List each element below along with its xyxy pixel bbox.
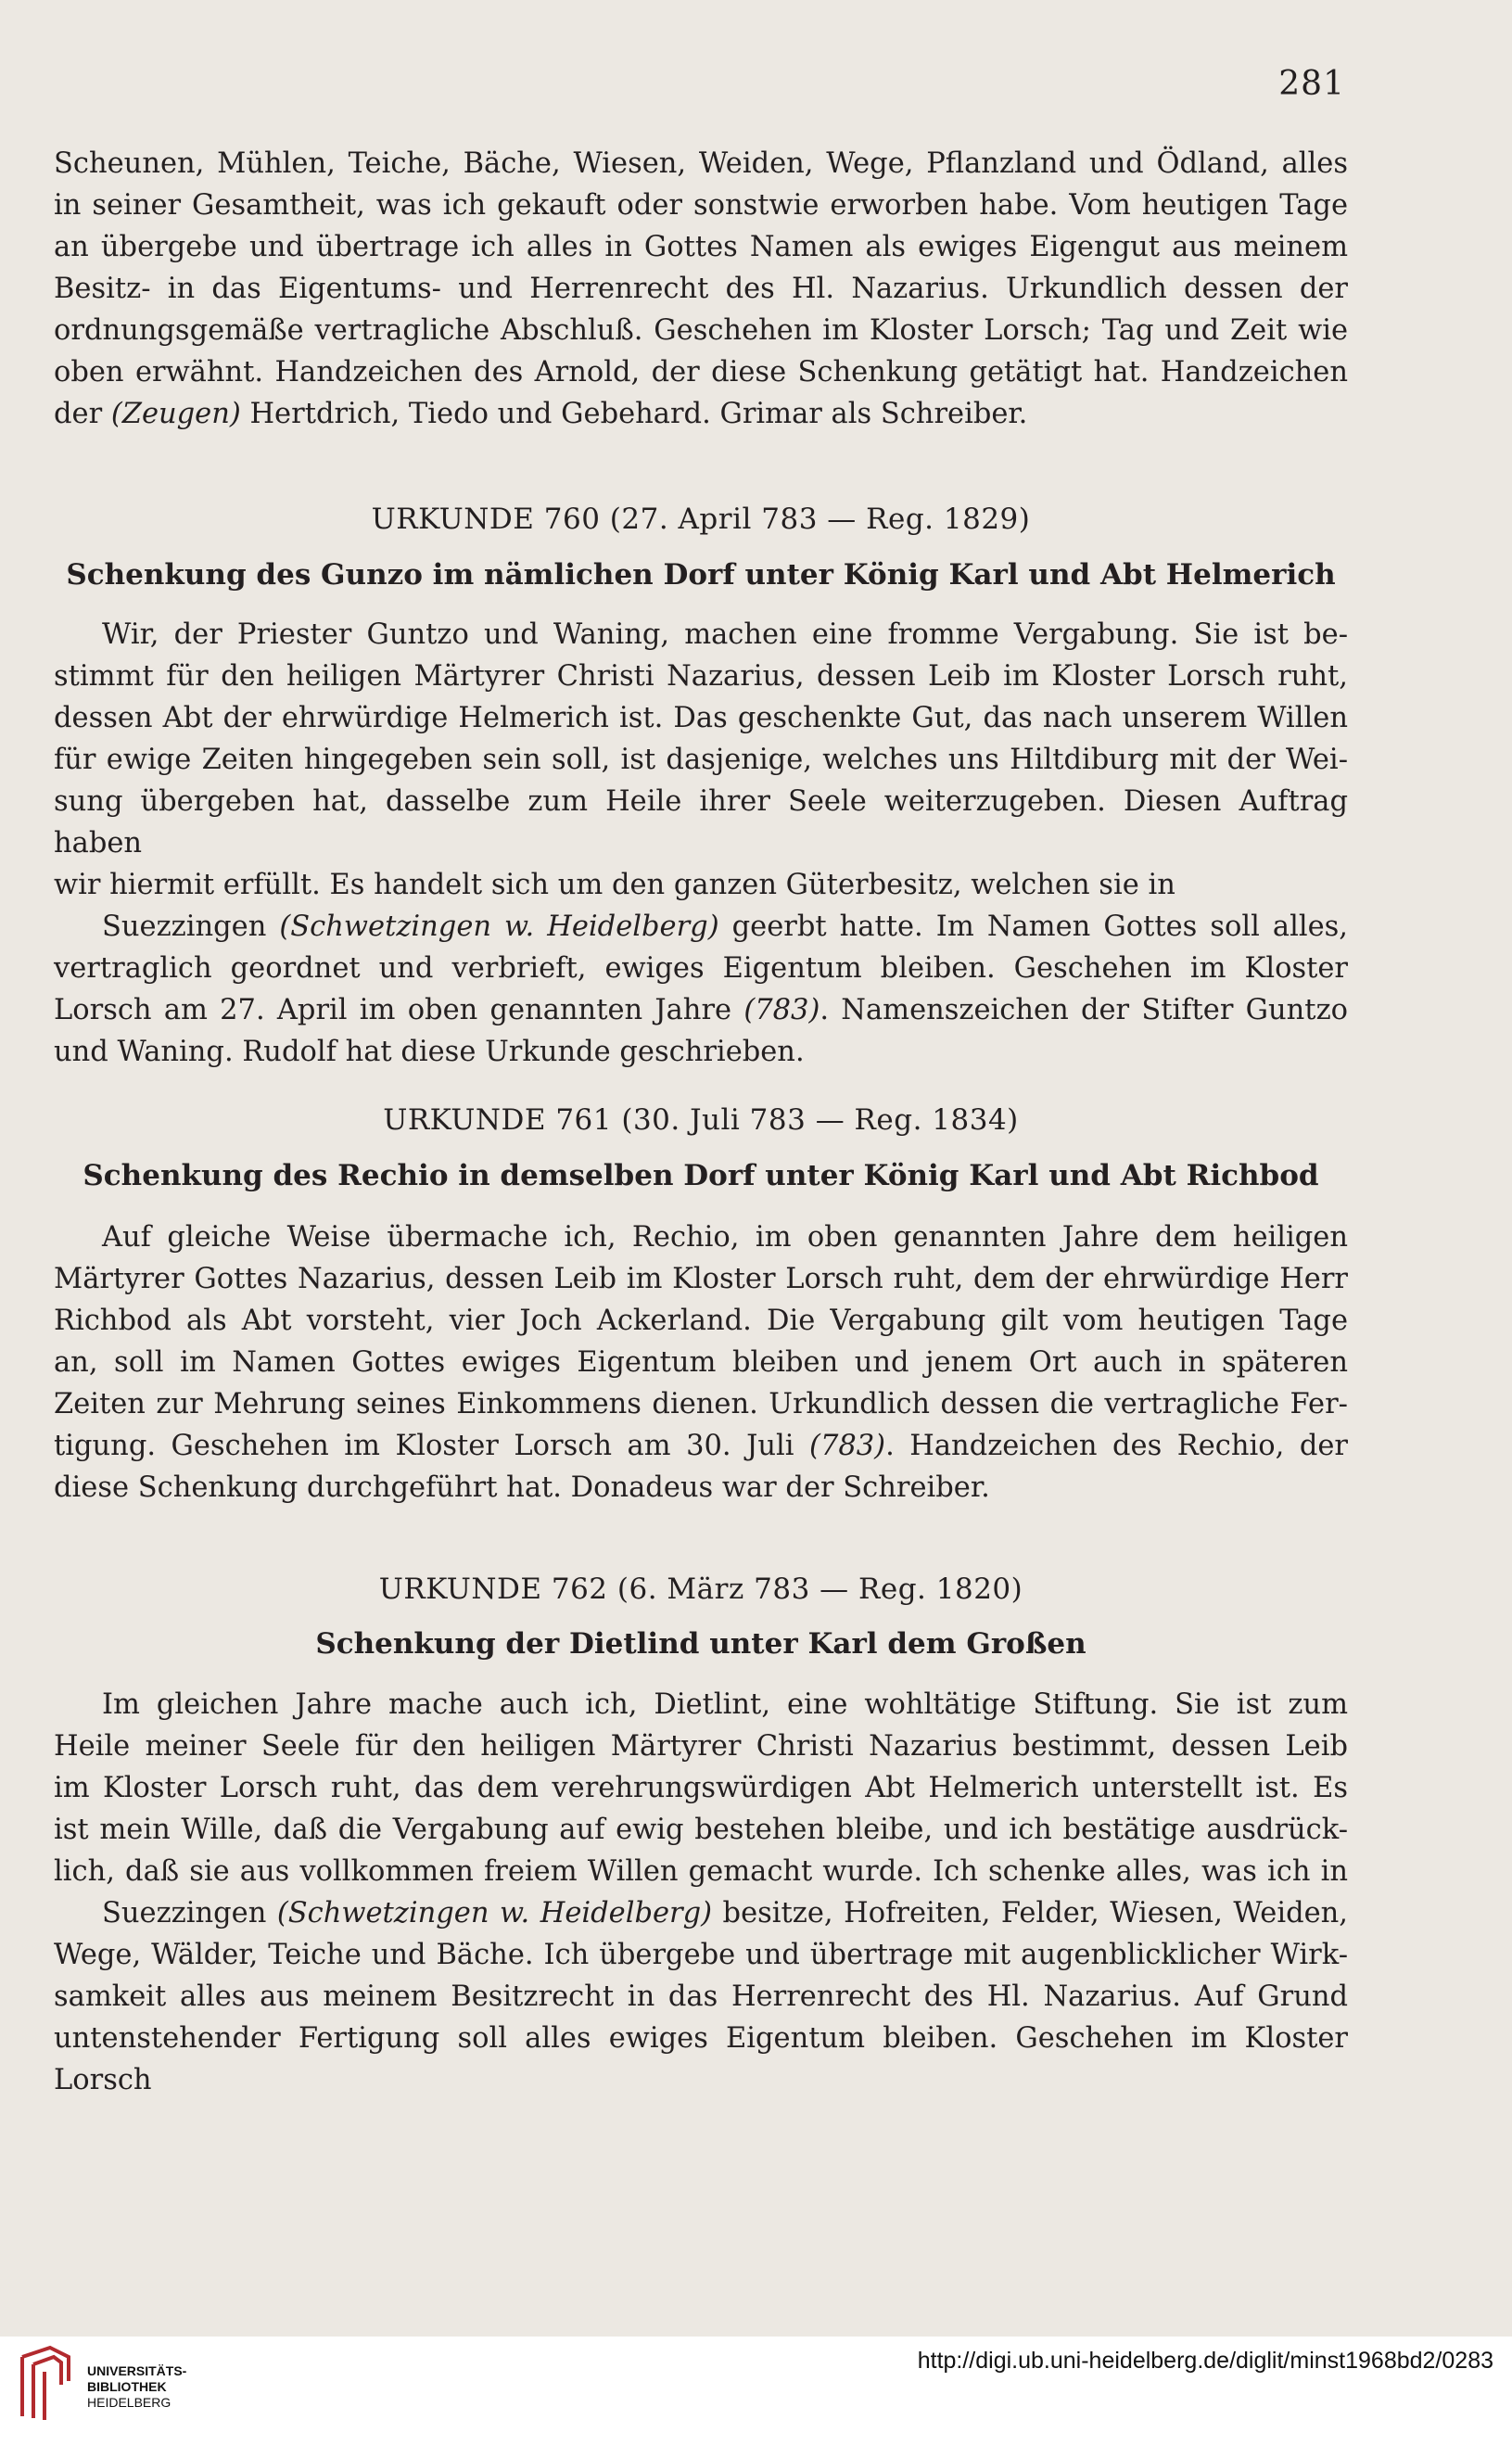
text-line: Wege, Wälder, Teiche und Bäche. Ich übergebe und übertrage mit augenblicklicher Wirk- <box>54 1939 1348 1971</box>
page-number: 281 <box>1278 65 1345 103</box>
italic-note: (783) <box>809 1430 886 1462</box>
text-line: vertraglich geordnet und verbrieft, ewiges Eigentum bleiben. Geschehen im Kloster <box>54 952 1348 985</box>
university-library-logo-icon <box>17 2344 74 2422</box>
text-line: im Kloster Lorsch ruht, das dem verehrungswürdigen Abt Helmerich unterstellt ist. Es <box>54 1772 1348 1804</box>
text-line: Auf gleiche Weise übermache ich, Rechio, im oben genannten Jahre dem heiligen <box>102 1221 1348 1254</box>
text-line: der (Zeugen) Hertdrich, Tiedo und Gebehard. Grimar als Schreiber. <box>54 398 1028 430</box>
text-line: ist mein Wille, daß die Vergabung auf ewig bestehen bleibe, und ich bestätige ausdrück- <box>54 1814 1348 1846</box>
logo-text-line: BIBLIOTHEK <box>87 2379 167 2394</box>
text-line: diese Schenkung durchgeführt hat. Donadeus war der Schreiber. <box>54 1471 990 1504</box>
text-line: Märtyrer Gottes Nazarius, dessen Leib im Kloster Lorsch ruht, dem der ehrwürdige Herr <box>54 1263 1348 1295</box>
text-line: Suezzingen (Schwetzingen w. Heidelberg) geerbt hatte. Im Namen Gottes soll alles, <box>102 911 1348 943</box>
text-line: in seiner Gesamtheit, was ich gekauft oder sonstwie erworben habe. Vom heutigen Tage <box>54 189 1348 222</box>
document-text-760 <box>54 614 1348 1073</box>
text-line: an, soll im Namen Gottes ewiges Eigentum bleiben und jenem Ort auch in späteren <box>54 1346 1348 1379</box>
logo-text-line: HEIDELBERG <box>87 2395 172 2410</box>
text-line: Im gleichen Jahre mache auch ich, Dietlint, eine wohltätige Stiftung. Sie ist zum <box>102 1688 1348 1721</box>
document-heading-760: URKUNDE 760 (27. April 783 — Reg. 1829) <box>371 503 1031 536</box>
text-line: dessen Abt der ehrwürdige Helmerich ist. Das geschenkte Gut, das nach unserem Willen <box>54 702 1348 734</box>
italic-note: (Schwetzingen w. Heidelberg) <box>276 1897 713 1929</box>
document-subheading-762: Schenkung der Dietlind unter Karl dem Großen <box>315 1627 1086 1661</box>
text-line: Zeiten zur Mehrung seines Einkommens dienen. Urkundlich dessen die vertragliche Fer- <box>54 1388 1348 1420</box>
text-line: wir hiermit erfüllt. Es handelt sich um den ganzen Güterbesitz, welchen sie in <box>54 869 1175 901</box>
text-line: und Waning. Rudolf hat diese Urkunde geschrieben. <box>54 1036 805 1068</box>
text-line: lich, daß sie aus vollkommen freiem Willen gemacht wurde. Ich schenke alles, was ich in <box>54 1855 1348 1888</box>
text-line: Scheunen, Mühlen, Teiche, Bäche, Wiesen, Weiden, Wege, Pflanzland und Ödland, alles <box>54 147 1348 180</box>
text-line: sung übergeben hat, dasselbe zum Heile ihrer Seele weiterzugeben. Diesen Auftrag haben <box>54 785 1348 860</box>
text-line: ordnungsgemäße vertragliche Abschluß. Geschehen im Kloster Lorsch; Tag und Zeit wie <box>54 314 1348 347</box>
document-text-761 <box>54 1216 1348 1509</box>
text-line: untenstehender Fertigung soll alles ewiges Eigentum bleiben. Geschehen im Kloster Lorsch <box>54 2022 1348 2096</box>
text-line: samkeit alles aus meinem Besitzrecht in das Herrenrecht des Hl. Nazarius. Auf Grund <box>54 1980 1348 2013</box>
text-line: oben erwähnt. Handzeichen des Arnold, der diese Schenkung getätigt hat. Handzeichen <box>54 356 1348 388</box>
text-line: Besitz- in das Eigentums- und Herrenrecht des Hl. Nazarius. Urkundlich dessen der <box>54 273 1348 305</box>
intro-paragraph <box>54 143 1348 435</box>
text-line: tigung. Geschehen im Kloster Lorsch am 30. Juli (783). Handzeichen des Rechio, der <box>54 1430 1348 1462</box>
text-line: Richbod als Abt vorsteht, vier Joch Ackerland. Die Vergabung gilt vom heutigen Tage <box>54 1305 1348 1337</box>
italic-note: (Schwetzingen w. Heidelberg) <box>279 911 719 943</box>
document-heading-762: URKUNDE 762 (6. März 783 — Reg. 1820) <box>378 1573 1023 1606</box>
library-logo-text <box>87 2363 186 2411</box>
text-line: stimmt für den heiligen Märtyrer Christi Nazarius, dessen Leib im Kloster Lorsch ruht, <box>54 660 1348 693</box>
text-line: Heile meiner Seele für den heiligen Märtyrer Christi Nazarius bestimmt, dessen Leib <box>54 1730 1348 1763</box>
text-line: Lorsch am 27. April im oben genannten Jahre (783). Namenszeichen der Stifter Guntzo <box>54 994 1348 1026</box>
text-line: Suezzingen (Schwetzingen w. Heidelberg) besitze, Hofreiten, Felder, Wiesen, Weiden, <box>102 1897 1348 1929</box>
document-subheading-760: Schenkung des Gunzo im nämlichen Dorf unter König Karl und Abt Helmerich <box>66 558 1336 592</box>
italic-note: (783) <box>743 994 820 1026</box>
source-url-link[interactable]: http://digi.ub.uni-heidelberg.de/diglit/minst1968bd2/0283 <box>917 2348 1493 2374</box>
text-line: Wir, der Priester Guntzo und Waning, machen eine fromme Vergabung. Sie ist be- <box>102 618 1348 651</box>
document-text-762 <box>54 1684 1348 2101</box>
italic-note: (Zeugen) <box>110 398 241 430</box>
text-line: für ewige Zeiten hingegeben sein soll, ist dasjenige, welches uns Hiltdiburg mit der Wei- <box>54 744 1348 776</box>
document-heading-761: URKUNDE 761 (30. Juli 783 — Reg. 1834) <box>383 1103 1019 1137</box>
text-line: an übergebe und übertrage ich alles in Gottes Namen als ewiges Eigengut aus meinem <box>54 231 1348 263</box>
document-subheading-761: Schenkung des Rechio in demselben Dorf unter König Karl und Abt Richbod <box>83 1159 1319 1192</box>
logo-text-line: UNIVERSITÄTS- <box>87 2363 187 2378</box>
